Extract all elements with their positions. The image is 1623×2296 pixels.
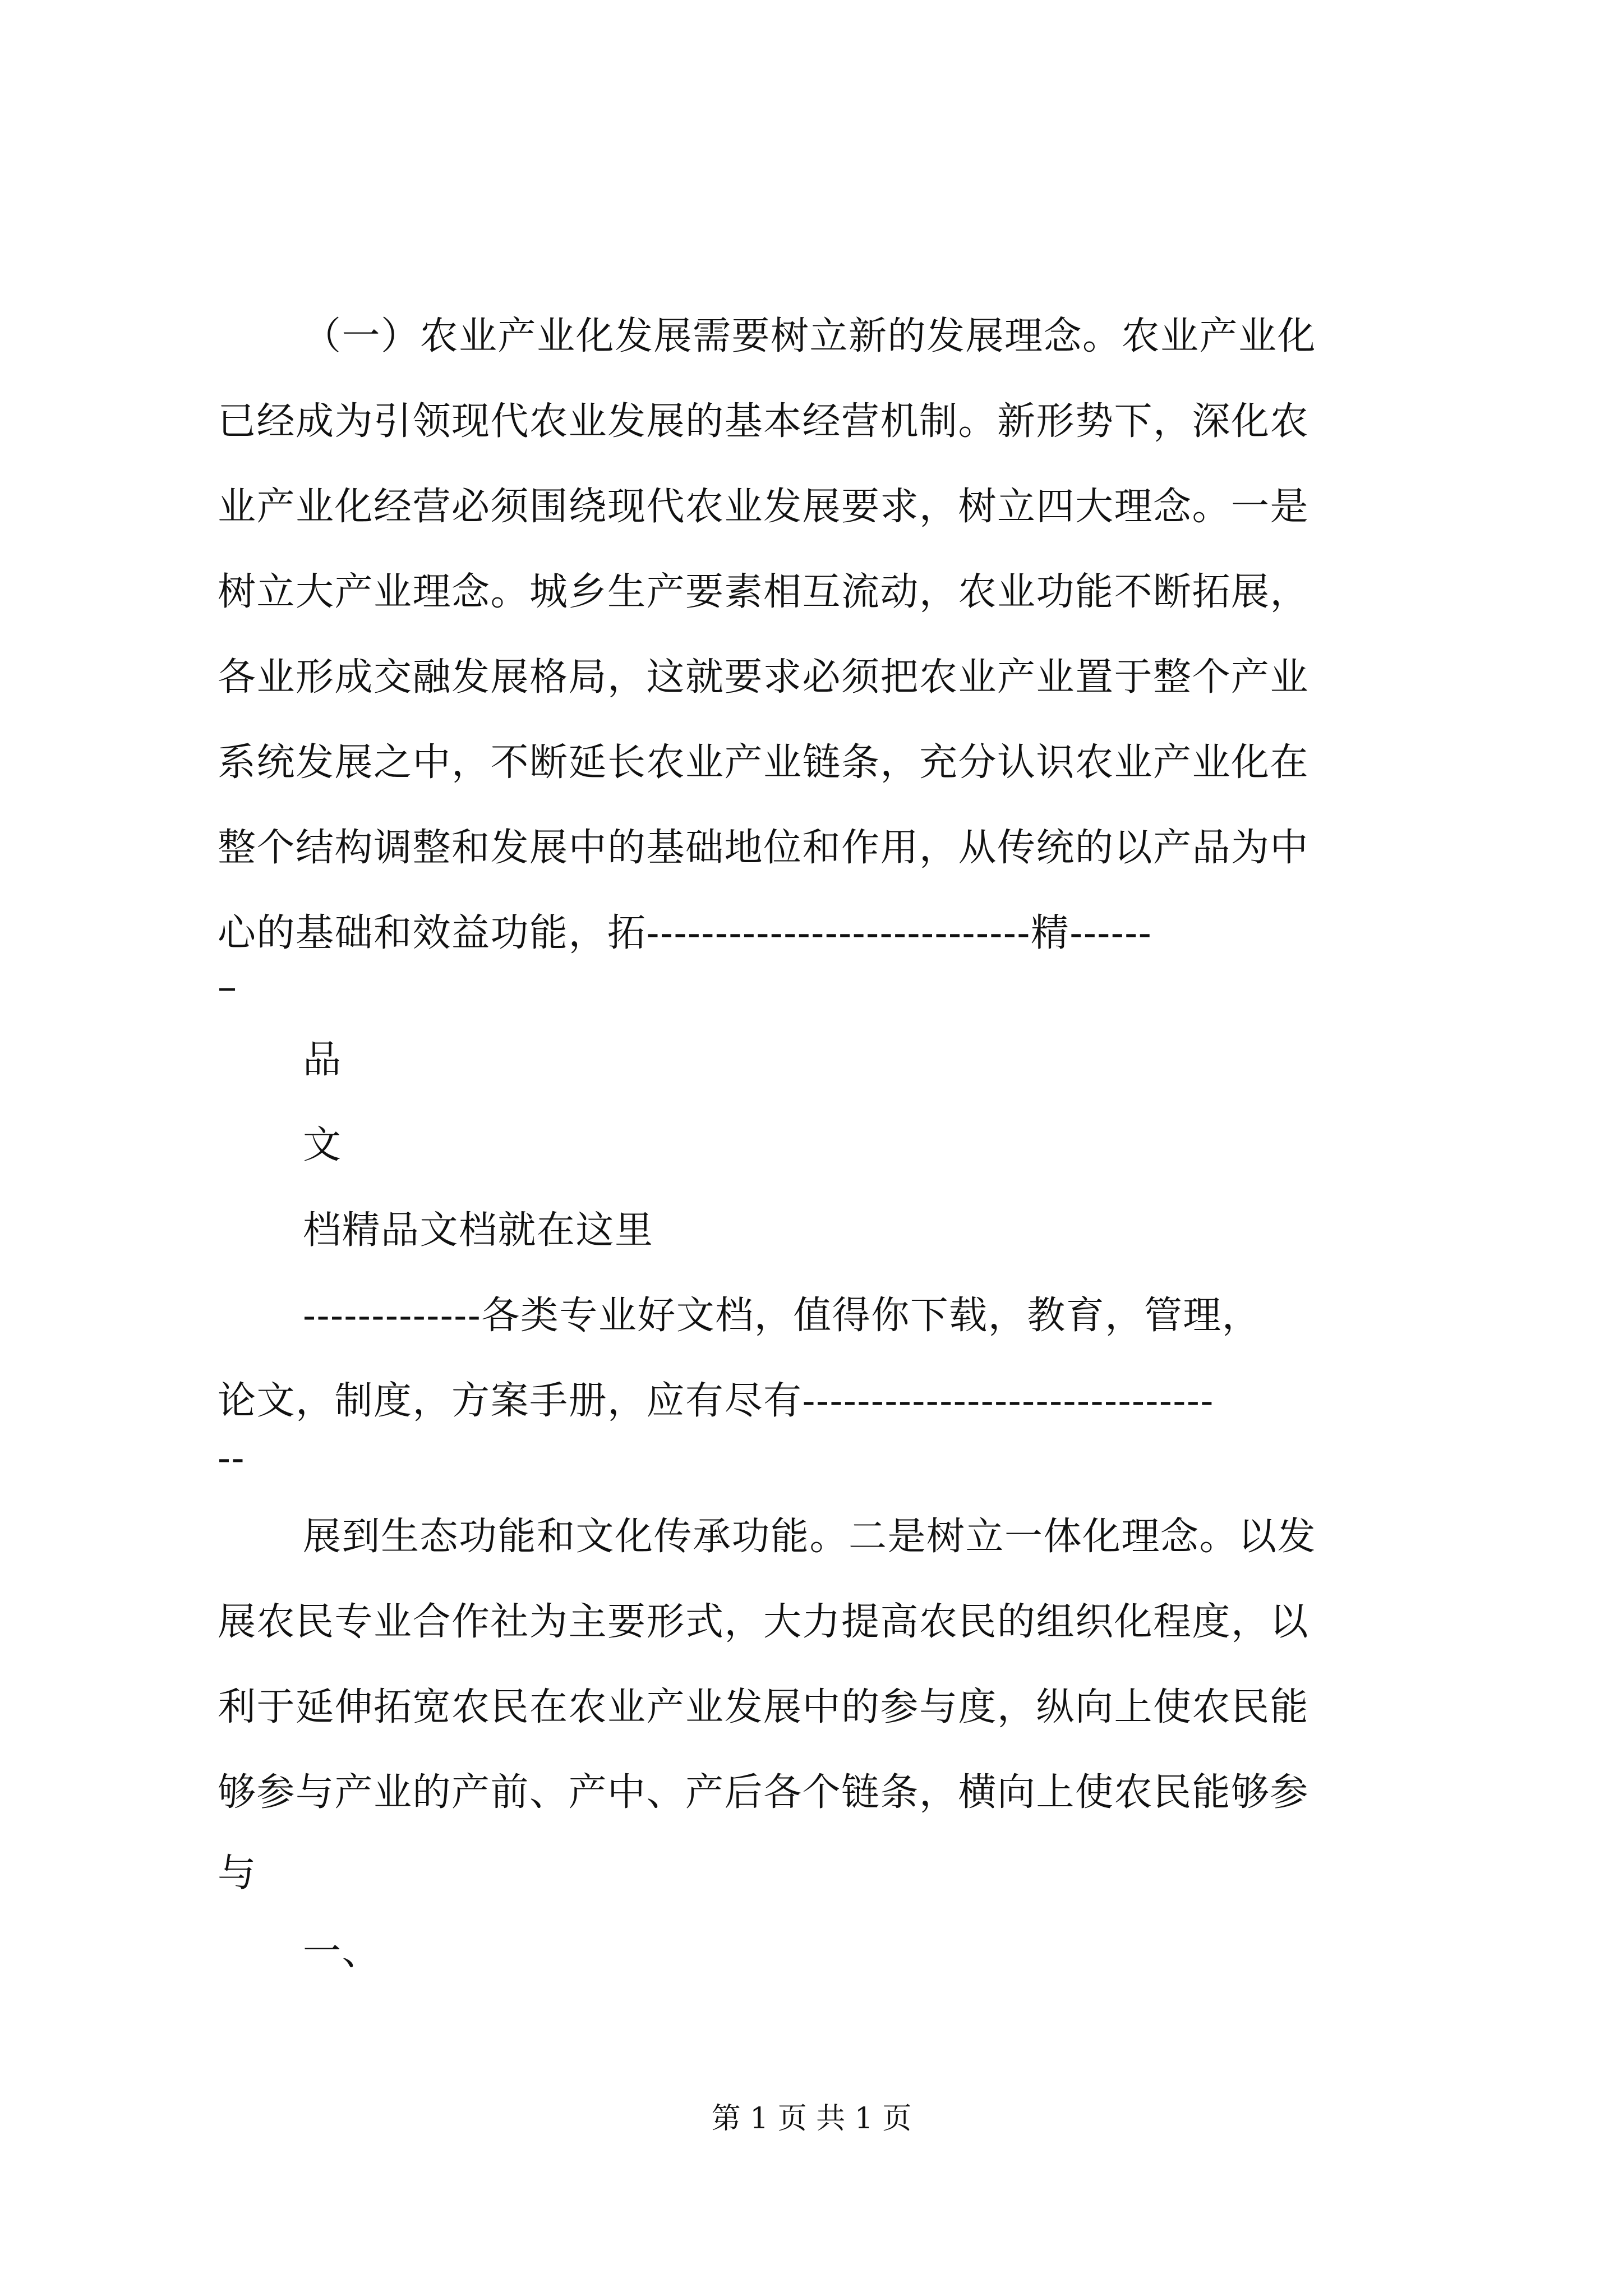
ad-line-6: --	[218, 1436, 245, 1480]
paragraph-1-line-7: 整个结构调整和发展中的基础地位和作用，从传统的以产品为中	[218, 826, 1310, 870]
ad-line-2: 文	[303, 1123, 342, 1167]
ad-line-3: 档精品文档就在这里	[303, 1208, 654, 1253]
paragraph-1-line-1: （一）农业产业化发展需要树立新的发展理念。农业产业化	[303, 314, 1317, 358]
ad-line-4: -------------各类专业好文档，值得你下载，教育，管理，	[303, 1294, 1261, 1338]
paragraph-2-line-1: 展到生态功能和文化传承功能。二是树立一体化理念。以发	[303, 1515, 1317, 1559]
paragraph-2-line-4: 够参与产业的产前、产中、产后各个链条，横向上使农民能够参	[218, 1770, 1310, 1815]
paragraph-1-line-3: 业产业化经营必须围绕现代农业发展要求，树立四大理念。一是	[218, 485, 1310, 529]
paragraph-1-line-2: 已经成为引领现代农业发展的基本经营机制。新形势下，深化农	[218, 399, 1310, 444]
paragraph-2-line-3: 利于延伸拓宽农民在农业产业发展中的参与度，纵向上使农民能	[218, 1685, 1310, 1729]
paragraph-2-line-5: 与	[218, 1851, 257, 1895]
paragraph-1-line-5: 各业形成交融发展格局，这就要求必须把农业产业置于整个产业	[218, 655, 1310, 700]
ad-line-5: 论文，制度，方案手册，应有尽有------------------------------	[218, 1379, 1214, 1423]
paragraph-2-line-2: 展农民专业合作社为主要形式，大力提高农民的组织化程度，以	[218, 1600, 1310, 1644]
paragraph-1-line-6: 系统发展之中，不断延长农业产业链条，充分认识农业产业化在	[218, 740, 1310, 785]
section-heading: 一、	[303, 1930, 381, 1974]
paragraph-1-line-4: 树立大产业理念。城乡生产要素相互流动，农业功能不断拓展，	[218, 570, 1310, 614]
paragraph-1-line-8: 心的基础和效益功能，拓----------------------------精------	[218, 911, 1152, 955]
paragraph-1-line-9: –	[218, 965, 238, 1009]
page-footer: 第 1 页 共 1 页	[711, 2102, 912, 2136]
ad-line-1: 品	[303, 1038, 342, 1082]
